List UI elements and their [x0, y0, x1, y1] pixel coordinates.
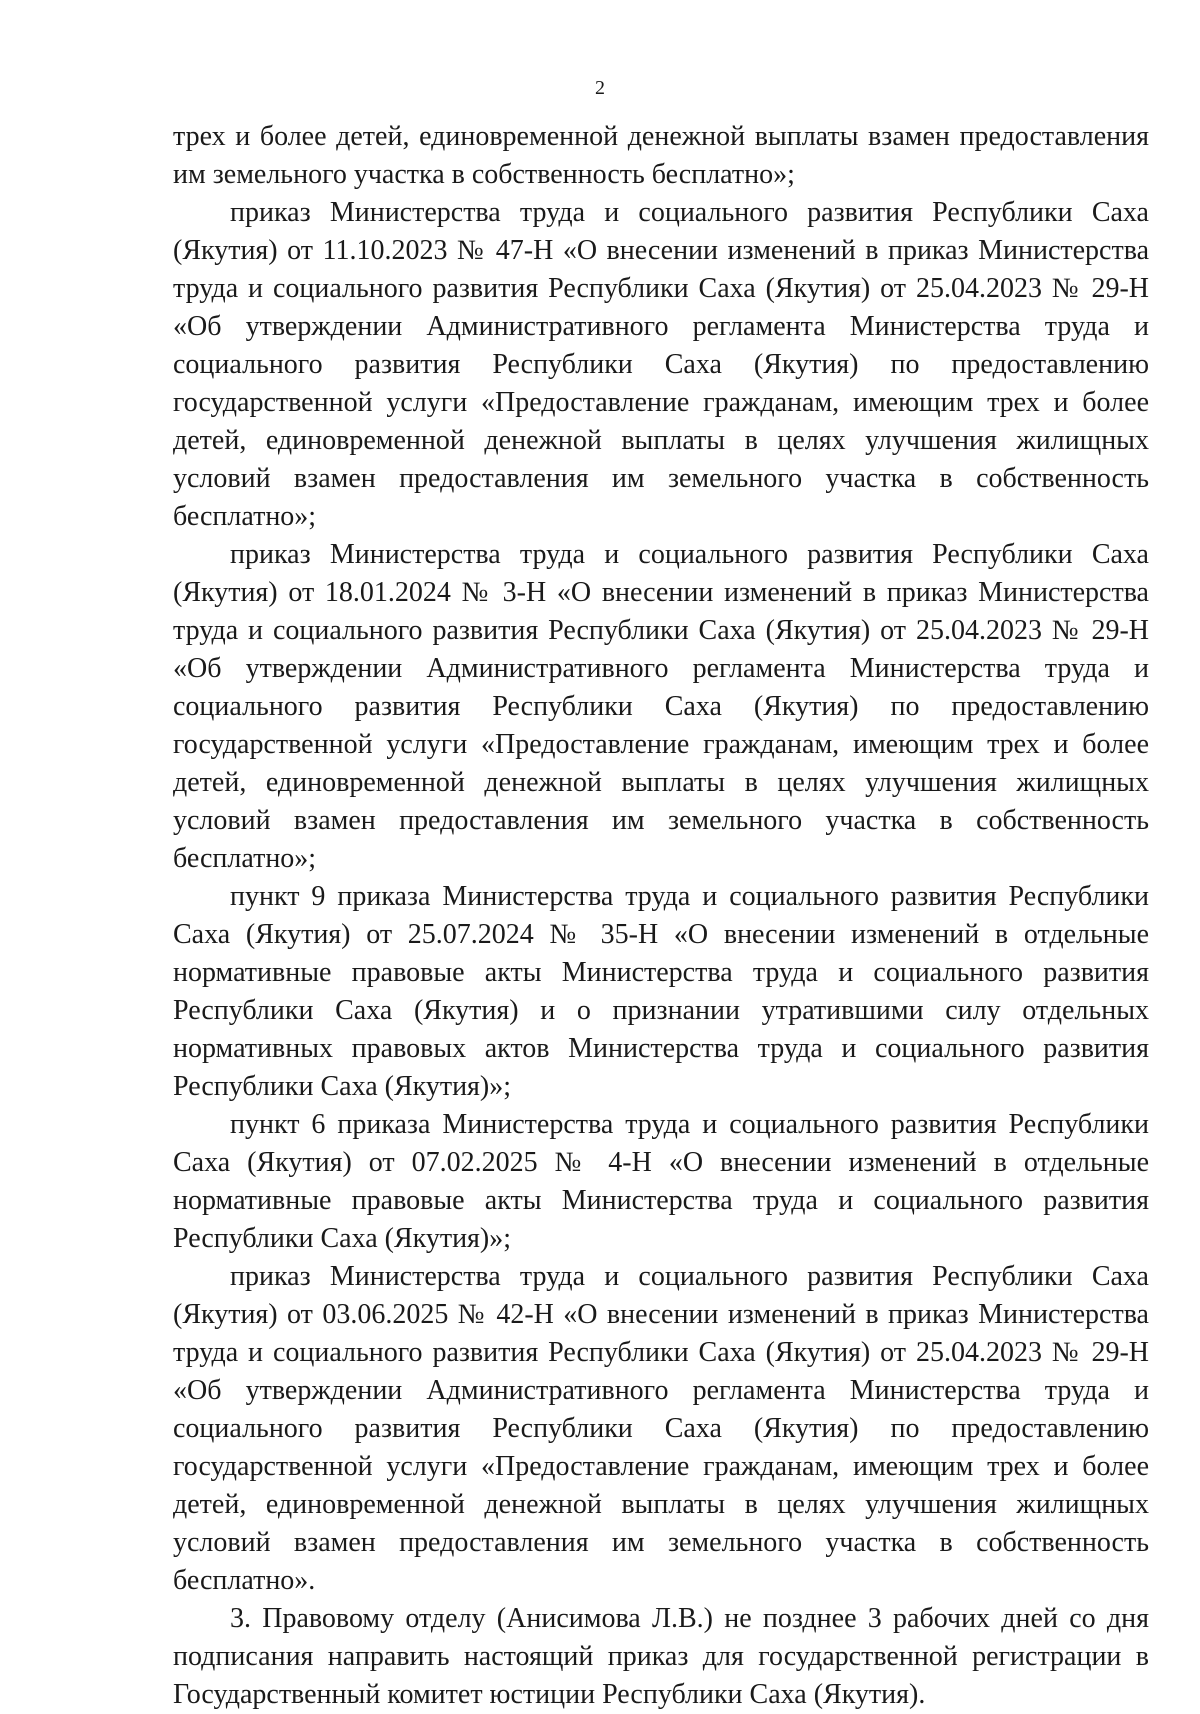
- paragraph-order-47n: приказ Министерства труда и социального развития Республики Саха (Якутия) от 11.10.2023 № 47-Н «О внесении изменений в приказ Министерства труда и социального развития Республики Саха (Якутия) от 25.04.2023 № 29-Н «Об утверждении Административного регламента Министерства труда и социального развития Республики Саха (Якутия) по предоставлению государственной услуги «Предоставление гражданам, имеющим трех и более детей, единовременной денежной выплаты в целях улучшения жилищных условий взамен предоставления им земельного участка в собственность бесплатно»;: [173, 197, 1149, 532]
- paragraph-continuation: трех и более детей, единовременной денежной выплаты взамен предоставления им земельного участка в собственность бесплатно»;: [173, 121, 1149, 190]
- paragraph-order-4n: пункт 6 приказа Министерства труда и социального развития Республики Саха (Якутия) от 07.02.2025 № 4-Н «О внесении изменений в отдельные нормативные правовые акты Министерства труда и социального развития Республики Саха (Якутия)»;: [173, 1109, 1149, 1254]
- page-number: 2: [595, 77, 605, 99]
- paragraph-order-35n: пункт 9 приказа Министерства труда и социального развития Республики Саха (Якутия) от 25.07.2024 № 35-Н «О внесении изменений в отдельные нормативные правовые акты Министерства труда и социального развития Республики Саха (Якутия) и о признании утратившими силу отдельных нормативных правовых актов Министерства труда и социального развития Республики Саха (Якутия)»;: [173, 881, 1149, 1102]
- paragraph-order-42n: приказ Министерства труда и социального развития Республики Саха (Якутия) от 03.06.2025 № 42-Н «О внесении изменений в приказ Министерства труда и социального развития Республики Саха (Якутия) от 25.04.2023 № 29-Н «Об утверждении Административного регламента Министерства труда и социального развития Республики Саха (Якутия) по предоставлению государственной услуги «Предоставление гражданам, имеющим трех и более детей, единовременной денежной выплаты в целях улучшения жилищных условий взамен предоставления им земельного участка в собственность бесплатно».: [173, 1261, 1149, 1596]
- document-body: [173, 118, 1149, 1714]
- paragraph-item-3: 3. Правовому отделу (Анисимова Л.В.) не позднее 3 рабочих дней со дня подписания направить настоящий приказ для государственной регистрации в Государственный комитет юстиции Республики Саха (Якутия).: [173, 1603, 1149, 1710]
- paragraph-order-3n: приказ Министерства труда и социального развития Республики Саха (Якутия) от 18.01.2024 № 3-Н «О внесении изменений в приказ Министерства труда и социального развития Республики Саха (Якутия) от 25.04.2023 № 29-Н «Об утверждении Административного регламента Министерства труда и социального развития Республики Саха (Якутия) по предоставлению государственной услуги «Предоставление гражданам, имеющим трех и более детей, единовременной денежной выплаты в целях улучшения жилищных условий взамен предоставления им земельного участка в собственность бесплатно»;: [173, 539, 1149, 874]
